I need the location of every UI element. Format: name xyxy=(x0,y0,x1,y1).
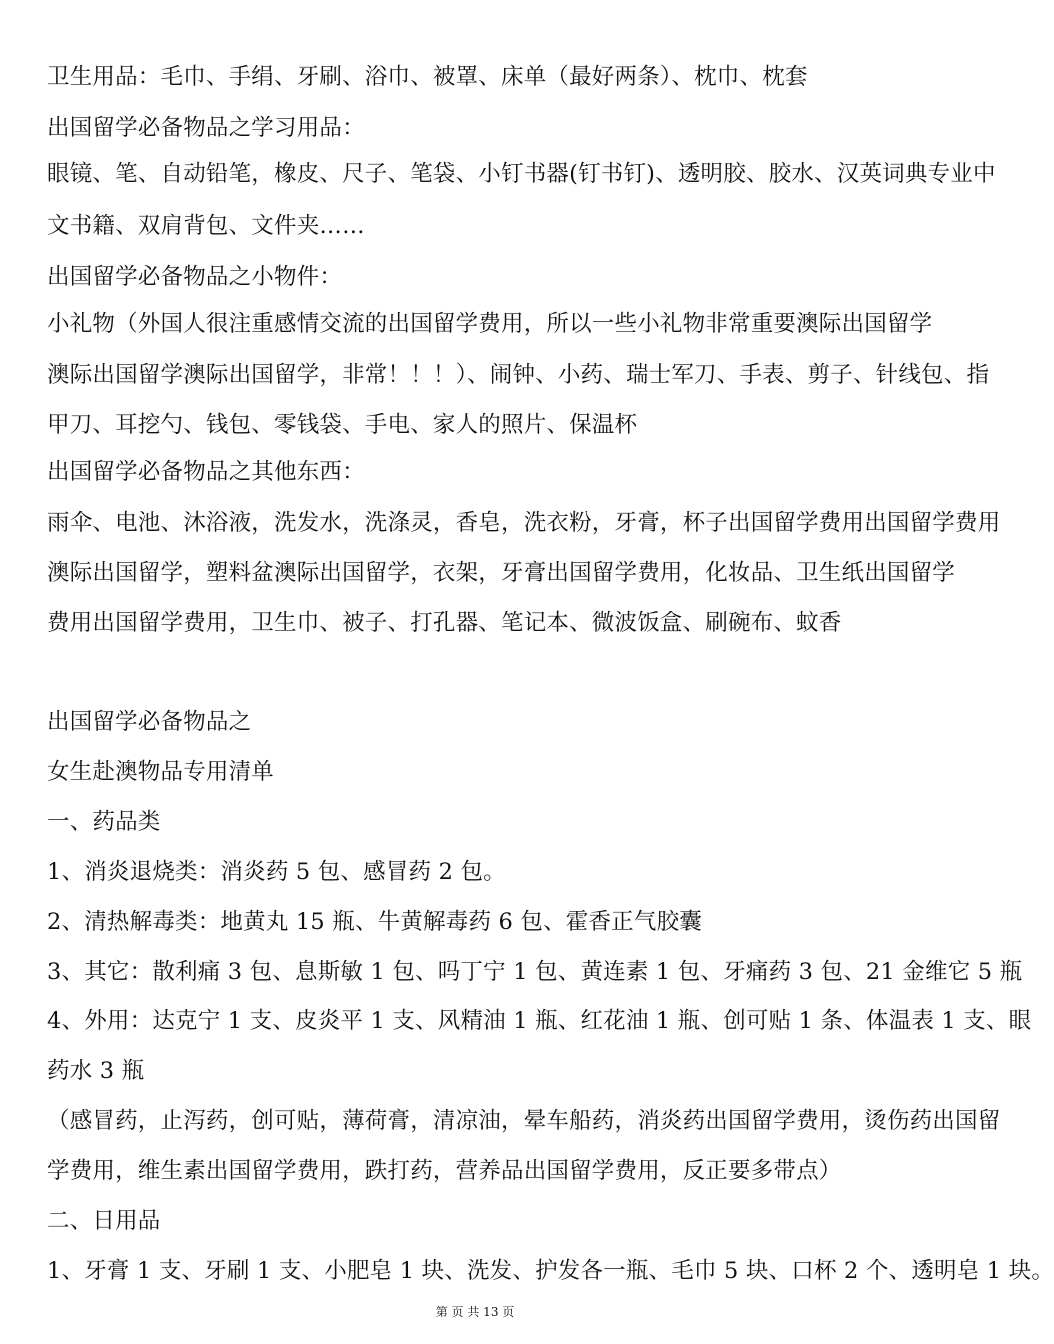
text-line: 费用出国留学费用，卫生巾、被子、打孔器、笔记本、微波饭盒、刷碗布、蚊香 xyxy=(47,610,842,636)
list-item: 2、清热解毒类：地黄丸 15 瓶、牛黄解毒药 6 包、霍香正气胶囊 xyxy=(47,909,702,935)
list-item: 3、其它：散利痛 3 包、息斯敏 1 包、吗丁宁 1 包、黄连素 1 包、牙痛药 3 包、21 金维它 5 瓶 xyxy=(47,959,1023,985)
section-heading: 出国留学必备物品之 xyxy=(47,709,252,735)
section-heading: 出国留学必备物品之其他东西： xyxy=(47,459,365,485)
list-item: 1、牙膏 1 支、牙刷 1 支、小肥皂 1 块、洗发、护发各一瓶、毛巾 5 块、口杯 2 个、透明皂 1 块。 xyxy=(47,1258,1054,1284)
text-line: 文书籍、双肩背包、文件夹…… xyxy=(47,213,365,239)
section-heading: 一、药品类 xyxy=(47,809,161,835)
section-heading: 女生赴澳物品专用清单 xyxy=(47,759,275,785)
list-item: 4、外用：达克宁 1 支、皮炎平 1 支、风精油 1 瓶、红花油 1 瓶、创可贴 1 条、体温表 1 支、眼 xyxy=(47,1008,1032,1034)
text-line: 甲刀、耳挖勺、钱包、零钱袋、手电、家人的照片、保温杯 xyxy=(47,412,638,438)
text-line: 澳际出国留学澳际出国留学，非常！！！）、闹钟、小药、瑞士军刀、手表、剪子、针线包、指 xyxy=(47,362,990,388)
text-line: 小礼物（外国人很注重感情交流的出国留学费用，所以一些小礼物非常重要澳际出国留学 xyxy=(47,311,933,337)
list-item: 药水 3 瓶 xyxy=(47,1058,145,1084)
page-number: 第 页 共 13 页 xyxy=(435,1305,515,1319)
text-line: （感冒药，止泻药，创可贴，薄荷膏，清凉油，晕车船药，消炎药出国留学费用，烫伤药出国留 xyxy=(47,1108,1001,1134)
text-line: 卫生用品：毛巾、手绢、牙刷、浴巾、被罩、床单（最好两条）、枕巾、枕套 xyxy=(47,64,808,90)
text-line: 澳际出国留学，塑料盆澳际出国留学，衣架，牙膏出国留学费用，化妆品、卫生纸出国留学 xyxy=(47,560,956,586)
section-heading: 出国留学必备物品之学习用品： xyxy=(47,115,365,141)
text-line: 雨伞、电池、沐浴液，洗发水，洗涤灵，香皂，洗衣粉，牙膏，杯子出国留学费用出国留学费用 xyxy=(47,510,1001,536)
section-heading: 二、日用品 xyxy=(47,1208,161,1234)
text-line: 学费用，维生素出国留学费用，跌打药，营养品出国留学费用，反正要多带点） xyxy=(47,1158,842,1184)
list-item: 1、消炎退烧类：消炎药 5 包、感冒药 2 包。 xyxy=(47,859,506,885)
text-line: 眼镜、笔、自动铅笔，橡皮、尺子、笔袋、小钉书器(钉书钉)、透明胶、胶水、汉英词典专业中 xyxy=(47,161,996,187)
section-heading: 出国留学必备物品之小物件： xyxy=(47,264,343,290)
